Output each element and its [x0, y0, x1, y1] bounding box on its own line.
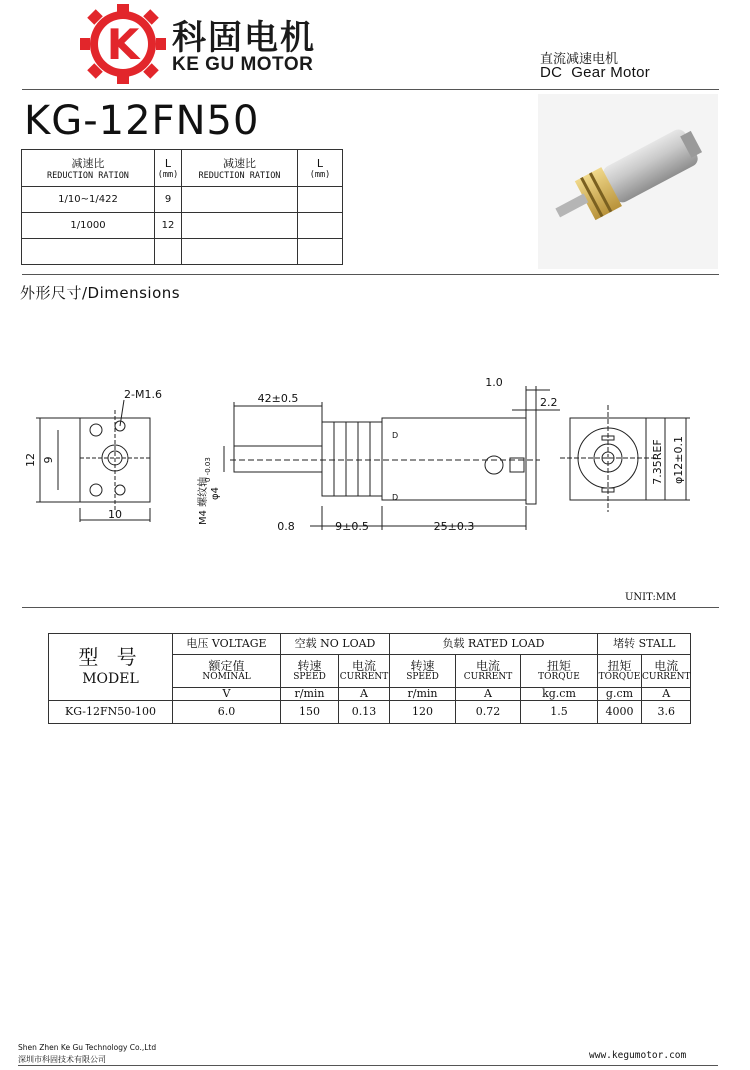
front-inner-height-label: 9 — [42, 456, 55, 464]
table-row: KG-12FN50-100 6.0 150 0.13 120 0.72 1.5 4000 3.6 — [49, 700, 691, 723]
sub-header: 转速 SPEED — [390, 655, 456, 688]
spec-divider — [22, 607, 719, 608]
sub-header: 额定值 NOMINAL — [173, 655, 281, 688]
motor-length-label: 25±0.3 — [433, 520, 475, 533]
sub-header: 电流 CURRENT — [339, 655, 390, 688]
section-divider — [22, 274, 719, 275]
footer-company-cn: 深圳市科固技术有限公司 — [18, 1055, 106, 1064]
sub-header: 电流 CURRENT — [456, 655, 521, 688]
footer-company-en: Shen Zhen Ke Gu Technology Co.,Ltd — [18, 1043, 157, 1052]
terminal-offset-label: 1.0 — [485, 376, 503, 389]
length-header-1: L (mm) — [155, 150, 182, 187]
model-header: 型 号 MODEL — [49, 634, 173, 701]
table-row: 1/10~1/422 9 — [22, 187, 343, 213]
table-row — [22, 239, 343, 265]
side-shaft — [234, 446, 322, 472]
side-gearbox — [322, 422, 382, 496]
gearbox-length-label: 9±0.5 — [335, 520, 369, 533]
shaft-length-label: 42±0.5 — [257, 392, 299, 405]
shaft-dia-label: φ4 — [210, 487, 221, 500]
sub-header: 扭矩 TORQUE — [598, 655, 642, 688]
company-logo — [80, 4, 166, 84]
logo-letter: K — [106, 20, 140, 69]
voltage-header: 电压 VOLTAGE — [173, 634, 281, 655]
footer-divider — [18, 1065, 718, 1066]
front-width-label: 10 — [108, 508, 122, 521]
shaft-offset-label: 0.8 — [277, 520, 295, 533]
side-motor — [382, 418, 526, 500]
front-hole-label: 2-M1.6 — [124, 388, 162, 401]
shaft-tolerance-label: 0 -0.03 — [204, 457, 212, 482]
header-divider — [22, 89, 719, 90]
product-type-en: DC Gear Motor — [540, 64, 651, 81]
spec-table: 型 号 MODEL 电压 VOLTAGE 空载 NO LOAD 负载 RATED LOAD 堵转 STALL 额定值 NOMINAL 转速 SPEED 电流 CURRENT 转速 SPEED 电流 CURRENT 扭矩 TORQUE 扭矩 TORQUE 电流 CURRENT V r/min A r/min A kg.cm g.cm A KG-12FN50-100 6.0 150 0.13 120 0.72 1.5 4000 3.6 — [48, 633, 691, 724]
dimensions-title: 外形尺寸/Dimensions — [20, 284, 181, 302]
sub-header: 电流 CURRENT — [642, 655, 691, 688]
length-header-2: L (mm) — [298, 150, 343, 187]
rear-dia-label: φ12±0.1 — [672, 436, 685, 484]
front-height-label: 12 — [24, 453, 37, 467]
motor-mark-bottom: D — [392, 493, 399, 502]
brand-name-en: KE GU MOTOR — [172, 54, 314, 75]
reduction-ratio-table — [21, 149, 343, 265]
rear-ref-label: 7.35REF — [651, 439, 664, 485]
table-row: 1/1000 12 — [22, 213, 343, 239]
ratio-header-1: 减速比 REDUCTION RATION — [22, 150, 155, 187]
brand-name-cn: 科固电机 — [172, 18, 316, 58]
rated-load-header: 负载 RATED LOAD — [390, 634, 598, 655]
sub-header: 转速 SPEED — [281, 655, 339, 688]
sub-header: 扭矩 TORQUE — [521, 655, 598, 688]
model-value: KG-12FN50-100 — [49, 700, 173, 723]
no-load-header: 空载 NO LOAD — [281, 634, 390, 655]
footer-website: www.kegumotor.com — [589, 1050, 687, 1061]
stall-header: 堵转 STALL — [598, 634, 691, 655]
unit-label: UNIT:MM — [625, 592, 677, 603]
terminal-width-label: 2.2 — [540, 396, 558, 409]
ratio-header-2: 减速比 REDUCTION RATION — [182, 150, 298, 187]
motor-mark-top: D — [392, 431, 399, 440]
model-title: KG-12FN50 — [24, 98, 260, 144]
motor-photo — [538, 94, 718, 269]
dimension-drawing — [0, 350, 750, 550]
thread-label: M4 螺纹轴 — [198, 476, 209, 525]
product-type-cn: 直流减速电机 — [540, 52, 619, 67]
